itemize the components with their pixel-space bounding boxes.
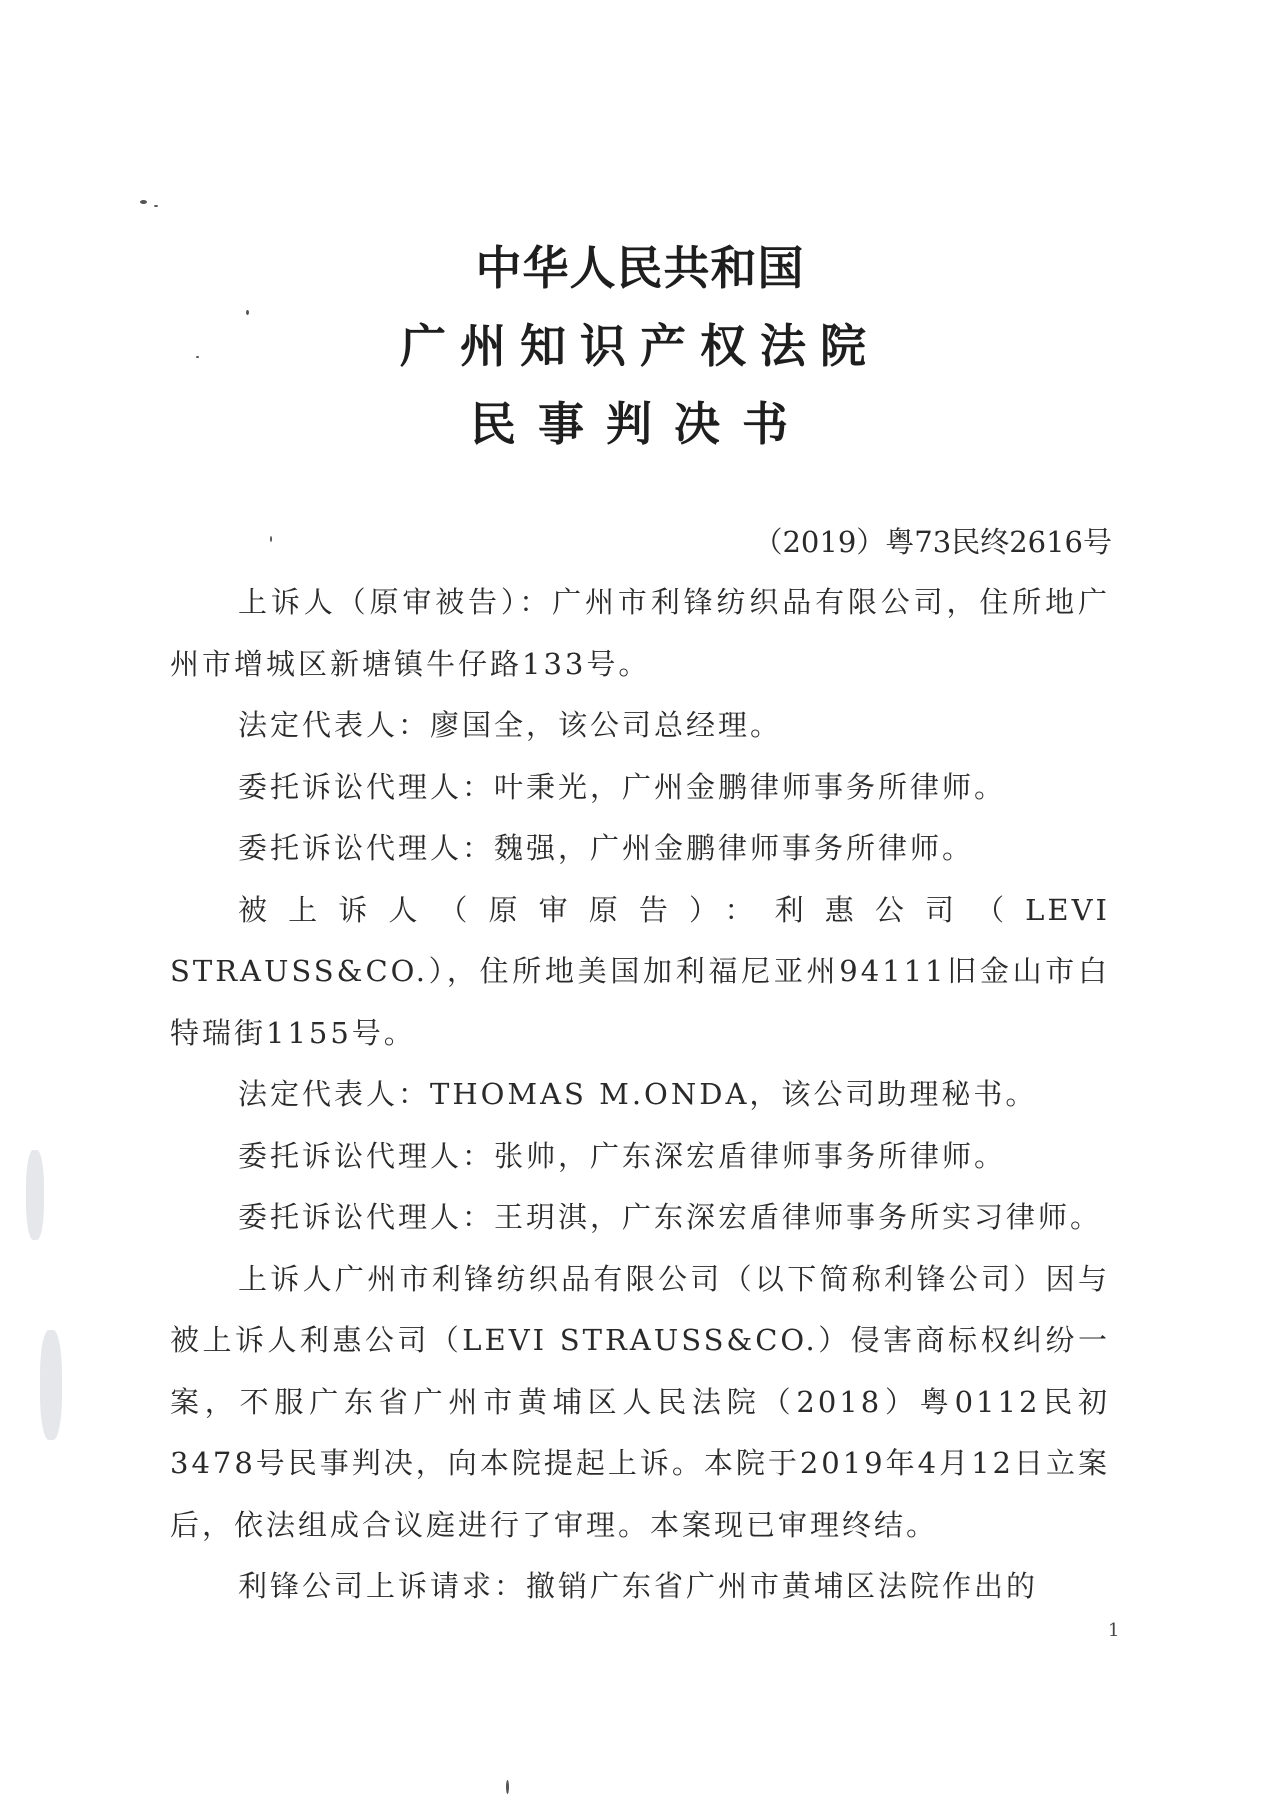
scan-speck xyxy=(140,200,147,204)
page-number: 1 xyxy=(1108,1620,1120,1641)
paragraph-appellee-agent-1: 委托诉讼代理人：张帅，广东深宏盾律师事务所律师。 xyxy=(238,1138,1007,1173)
scan-speck xyxy=(506,1780,509,1794)
scan-smudge xyxy=(26,1150,44,1240)
document-title-court: 广州知识产权法院 xyxy=(400,319,880,373)
document-title-country: 中华人民共和国 xyxy=(475,241,805,295)
case-number: （2019）粤73民终2616号 xyxy=(753,525,1112,559)
document-body xyxy=(170,572,1110,1618)
scan-speck xyxy=(270,536,272,542)
paragraph-case-summary: 上诉人广州市利锋纺织品有限公司（以下简称利锋公司）因与被上诉人利惠公司（LEVI STRAUSS&CO.）侵害商标权纠纷一案，不服广东省广州市黄埔区人民法院（2018）粤0112民初3478号民事判决，向本院提起上诉。本院于2019年4月12日立案后，依法组成合议庭进行了审理。本案现已审理终结。 xyxy=(170,1261,1110,1542)
scan-speck xyxy=(154,205,158,207)
paragraph-appellant-representative: 法定代表人：廖国全，该公司总经理。 xyxy=(238,708,783,742)
scan-smudge xyxy=(40,1330,62,1440)
paragraph-appeal-request: 利锋公司上诉请求：撤销广东省广州市黄埔区法院作出的 xyxy=(238,1569,1039,1603)
paragraph-appellant-agent-2: 委托诉讼代理人：魏强，广州金鹏律师事务所律师。 xyxy=(238,831,975,865)
paragraph-appellant-agent-1: 委托诉讼代理人：叶秉光，广州金鹏律师事务所律师。 xyxy=(238,769,1007,804)
paragraph-appellant: 上诉人（原审被告）：广州市利锋纺织品有限公司，住所地广州市增城区新塘镇牛仔路133号。 xyxy=(170,585,1110,681)
paragraph-appellee-agent-2: 委托诉讼代理人：王玥淇，广东深宏盾律师事务所实习律师。 xyxy=(238,1200,1103,1234)
document-title-type: 民事判决书 xyxy=(470,397,810,451)
paragraph-appellee-representative: 法定代表人：THOMAS M.ONDA，该公司助理秘书。 xyxy=(238,1077,1038,1111)
paragraph-appellee: 被上诉人（原审原告）：利惠公司（LEVI STRAUSS&CO.），住所地美国加利福尼亚州94111旧金山市白特瑞街1155号。 xyxy=(170,892,1110,1050)
